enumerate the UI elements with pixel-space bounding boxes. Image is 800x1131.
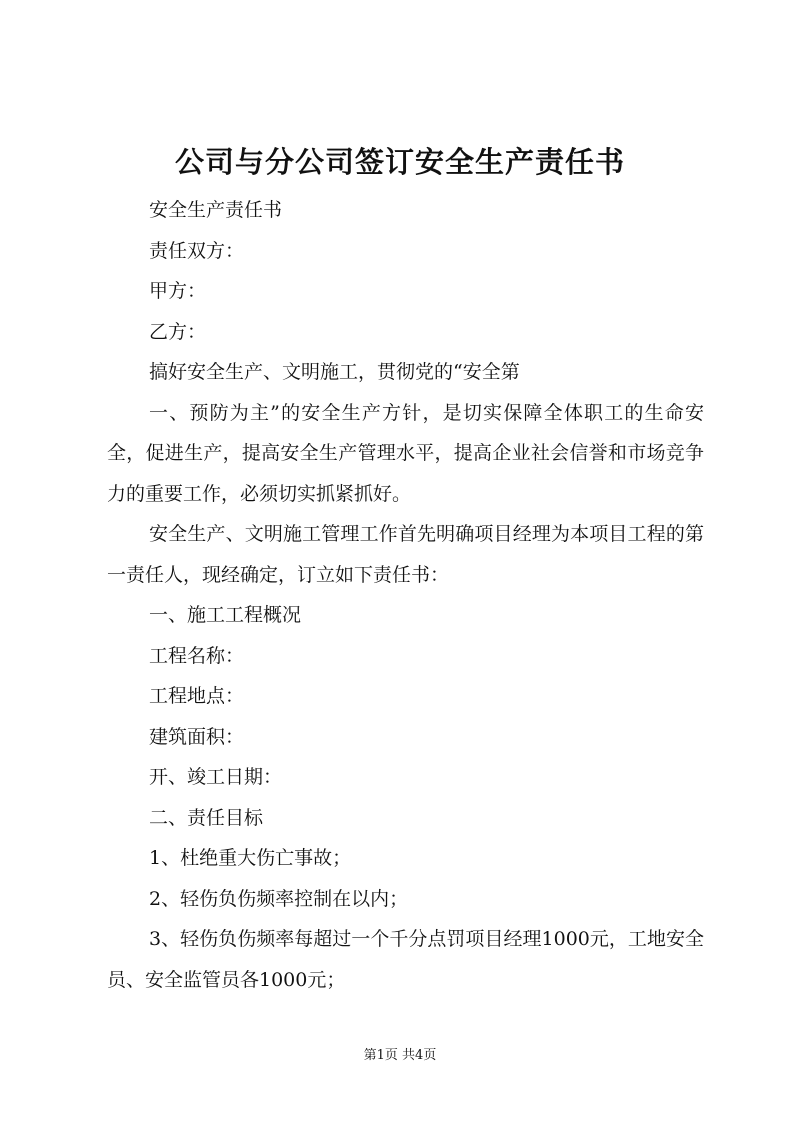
paragraph-policy-intro: 搞好安全生产、文明施工，贯彻党的“安全第 (149, 361, 520, 383)
list-item-target-3: 3、轻伤负伤频率每超过一个千分点罚项目经理1000元，工地安全员、安全监管员各1000元； (107, 928, 704, 991)
field-project-location: 工程地点： (149, 685, 245, 707)
list-item-target-1: 1、杜绝重大伤亡事故； (149, 847, 352, 869)
paragraph-responsibility: 安全生产、文明施工管理工作首先明确项目经理为本项目工程的第一责任人，现经确定，订立如下责任书： (107, 523, 704, 586)
section-heading-targets: 二、责任目标 (149, 806, 264, 829)
section-heading-overview: 一、施工工程概况 (149, 604, 302, 626)
page-number: 第1页 共4页 (363, 1048, 437, 1063)
paragraph-party-b: 乙方： (149, 320, 207, 343)
field-building-area: 建筑面积： (149, 725, 245, 748)
paragraph-policy: 一、预防为主”的安全生产方针，是切实保障全体职工的生命安全，促进生产，提高安全生产管理水平，提高企业社会信誉和市场竞争力的重要工作，必须切实抓紧抓好。 (107, 401, 704, 505)
page-title: 公司与分公司签订安全生产责任书 (174, 145, 625, 179)
field-start-end-date: 开、竣工日期： (149, 766, 283, 788)
paragraph-parties: 责任双方： (149, 239, 245, 262)
list-item-target-2: 2、轻伤负伤频率控制在以内； (149, 887, 409, 910)
document-body (107, 190, 704, 1000)
paragraph-heading: 安全生产责任书 (149, 199, 283, 221)
field-project-name: 工程名称： (149, 644, 245, 667)
paragraph-party-a: 甲方： (149, 280, 207, 302)
